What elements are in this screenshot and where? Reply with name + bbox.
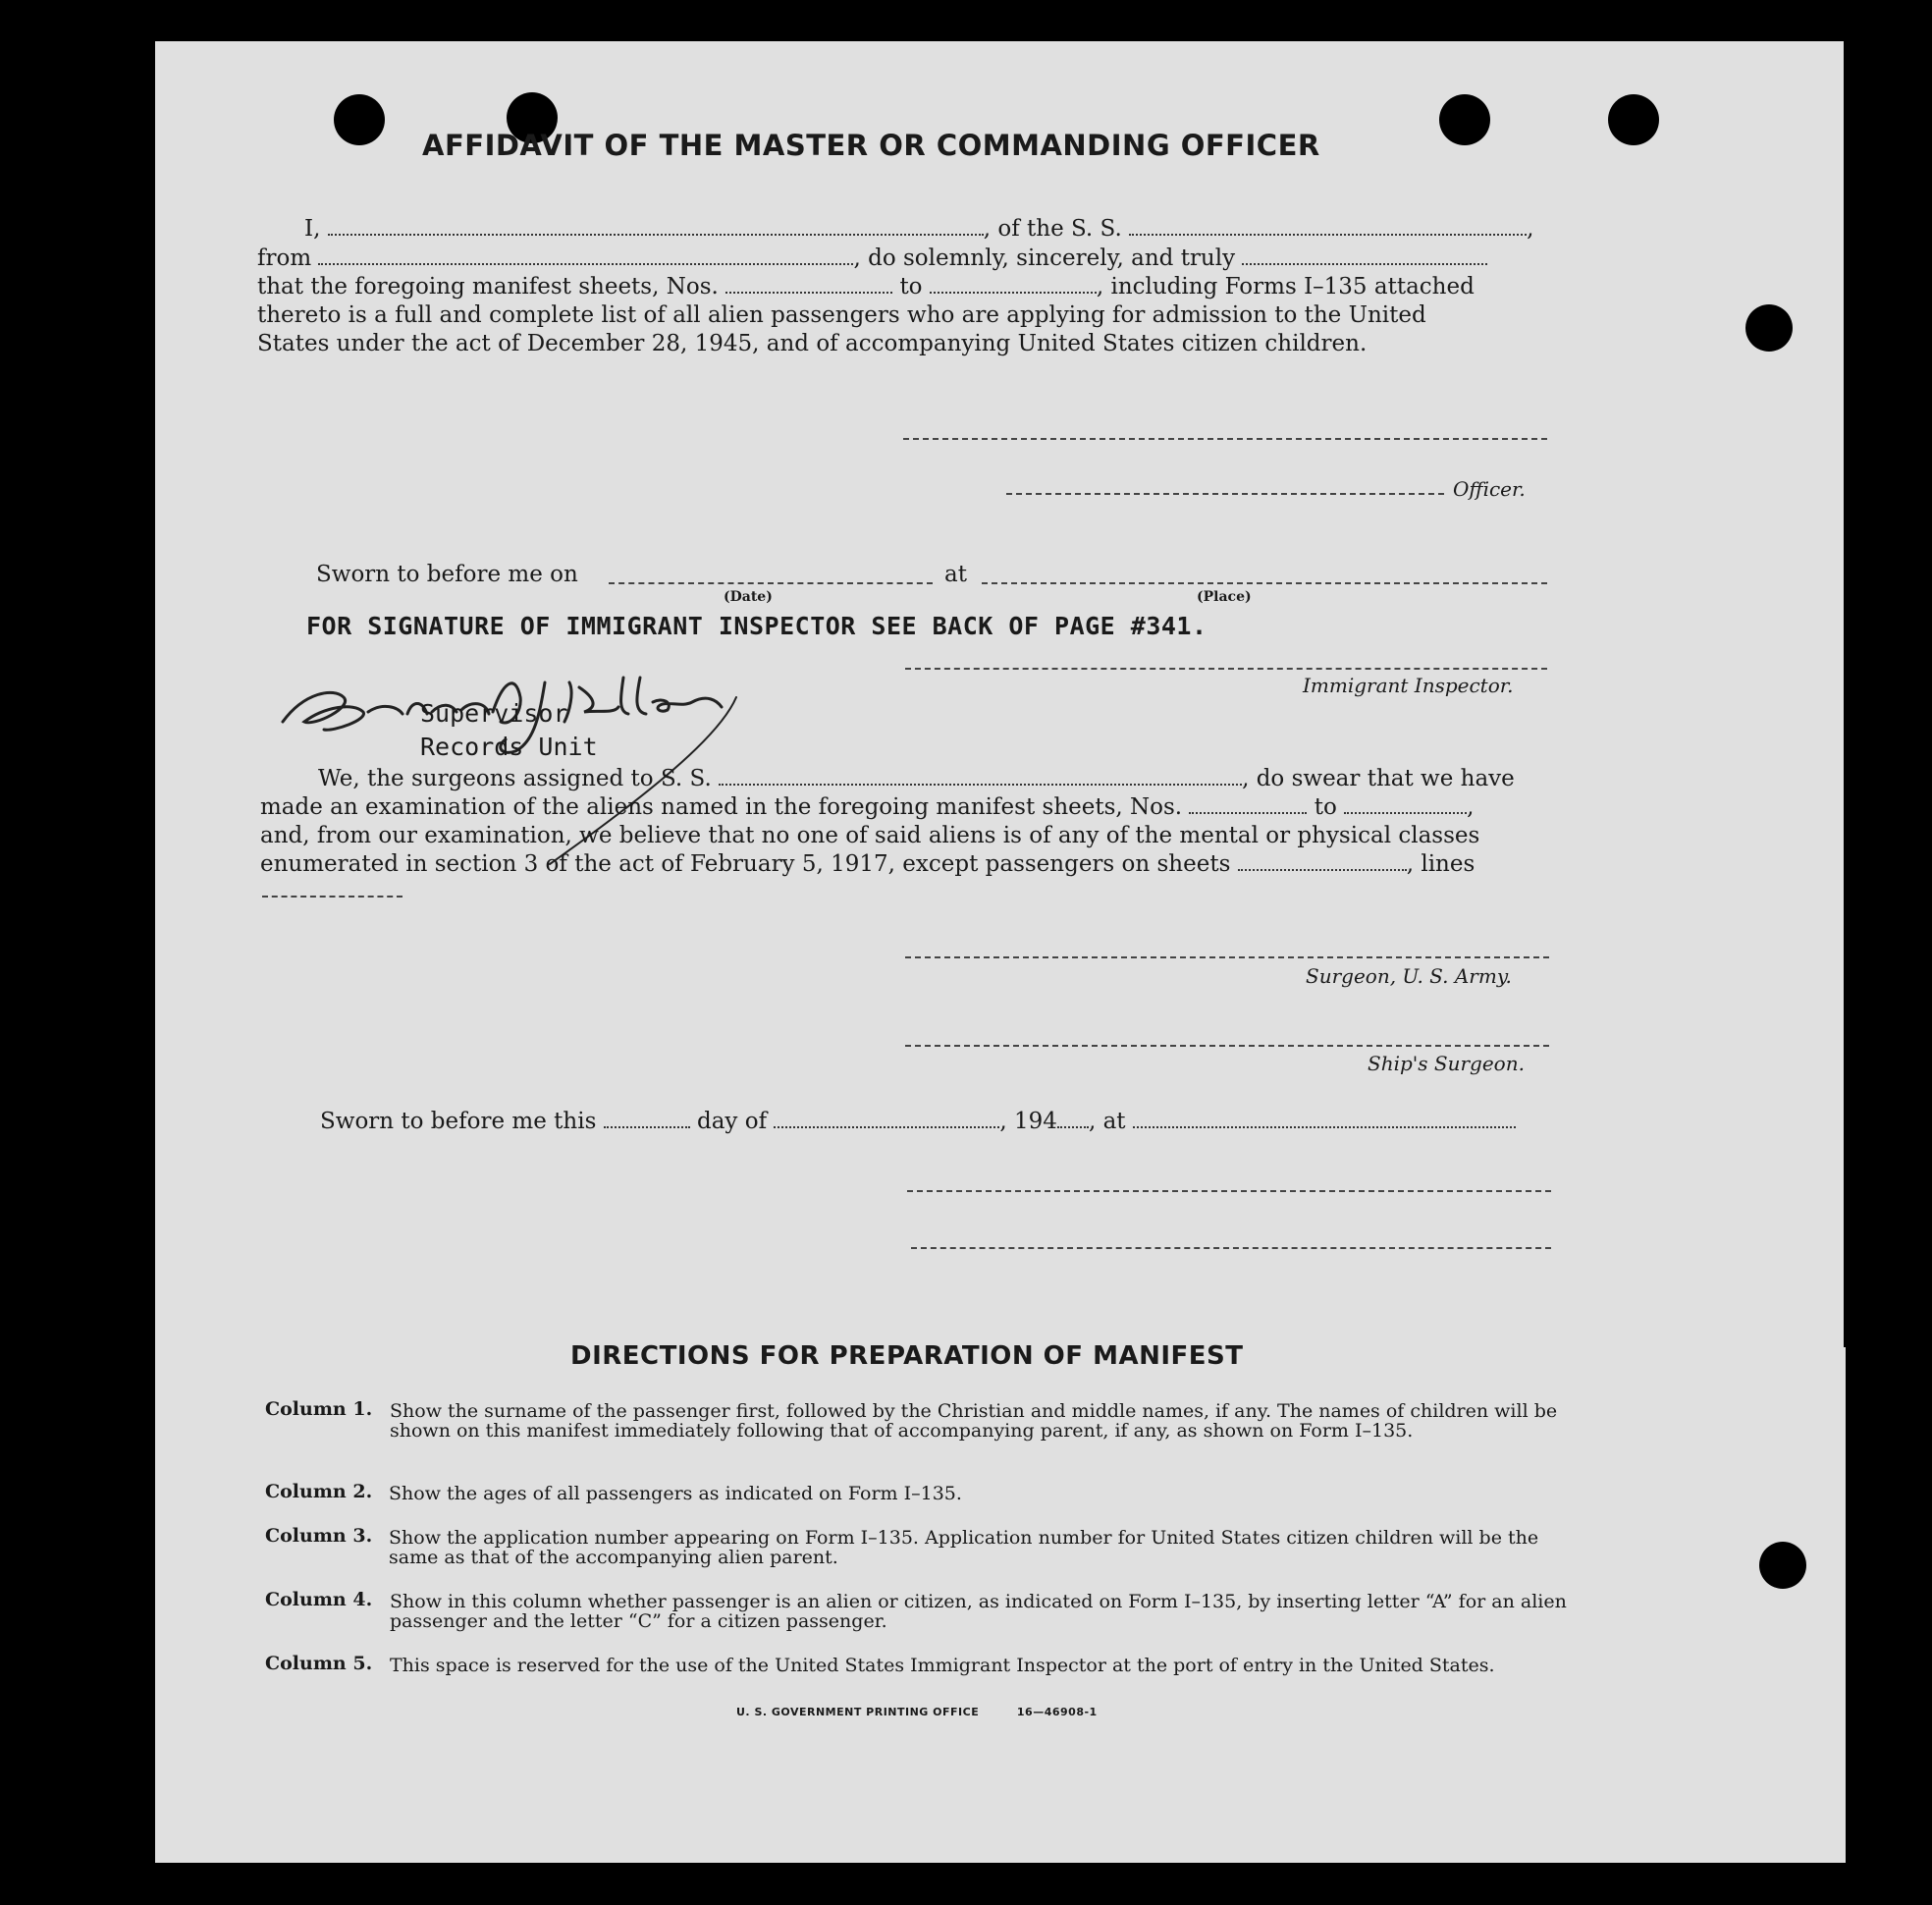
place-caption: (Place) <box>1197 589 1252 605</box>
sworn-place-blank[interactable] <box>1133 1109 1516 1128</box>
punch-hole <box>1439 94 1490 145</box>
column-2-label: Column 2. <box>265 1481 373 1502</box>
punch-hole <box>1608 94 1659 145</box>
day-blank[interactable] <box>604 1109 690 1128</box>
sheets-from-blank[interactable] <box>725 274 892 294</box>
sworn-at-label: at <box>944 562 967 587</box>
sworn-this-line: Sworn to before me this day of , 194 , at <box>320 1109 1516 1134</box>
surgeon-sheets-to-blank[interactable] <box>1344 794 1467 814</box>
master-signature-line[interactable] <box>903 438 1547 440</box>
column-4-text: Show in this column whether passenger is an alien or citizen, as indicated on Form I–135, by inserting letter “A” for an alien passenger and the letter “C” for a citizen passenger. <box>390 1591 1567 1632</box>
sheets-to-blank[interactable] <box>930 274 1097 294</box>
page-title: AFFIDAVIT OF THE MASTER OR COMMANDING OFFICER <box>422 129 1320 162</box>
supervisor-typed: Supervisor <box>420 699 568 728</box>
inspector-stamp: FOR SIGNATURE OF IMMIGRANT INSPECTOR SEE BACK OF PAGE #341. <box>306 612 1208 640</box>
ship-blank[interactable] <box>1129 216 1527 236</box>
surgeons-line-3: and, from our examination, we believe that no one of said aliens is of any of the mental or physical classes <box>260 823 1480 848</box>
affidavit-line-1: I, , of the S. S. , <box>304 216 1534 242</box>
column-5-label: Column 5. <box>265 1653 373 1674</box>
officer-caption: Officer. <box>1453 477 1526 501</box>
punch-hole <box>1759 1542 1806 1589</box>
affidavit-line-5: States under the act of December 28, 1945, and of accompanying United States citizen children. <box>257 331 1368 356</box>
surgeons-line-2: made an examination of the aliens named in the foregoing manifest sheets, Nos. to , <box>260 794 1475 820</box>
column-3-text: Show the application number appearing on Form I–135. Application number for United States citizen children will be the same as that of the accompanying alien parent. <box>389 1527 1539 1568</box>
affidavit-line-4: thereto is a full and complete list of all alien passengers who are applying for admission to the United <box>257 302 1426 328</box>
page-edge <box>1824 1347 1846 1863</box>
inspector-signature-line[interactable] <box>905 668 1547 670</box>
column-1-text: Show the surname of the passenger first, followed by the Christian and middle names, if any. The names of children will be shown on this manifest immediately following that of accompanying parent, if any, as shown on Form I–135. <box>390 1400 1558 1442</box>
swear-blank[interactable] <box>1242 245 1487 265</box>
surgeons-line-4: enumerated in section 3 of the act of February 5, 1917, except passengers on sheets , lines <box>260 851 1476 877</box>
column-2-text: Show the ages of all passengers as indicated on Form I–135. <box>389 1483 962 1504</box>
affidavit-line-3: that the foregoing manifest sheets, Nos. to , including Forms I–135 attached <box>257 274 1475 299</box>
sworn-on-label: Sworn to before me on <box>316 562 578 587</box>
affidavit-line-2: from , do solemnly, sincerely, and truly <box>257 245 1487 271</box>
witness-line-1[interactable] <box>907 1190 1551 1192</box>
name-blank[interactable] <box>328 216 984 236</box>
surgeons-line-1: We, the surgeons assigned to S. S. , do swear that we have <box>318 766 1515 791</box>
place-line[interactable] <box>982 582 1547 584</box>
punch-hole <box>1745 304 1793 352</box>
inspector-caption: Immigrant Inspector. <box>1303 674 1514 697</box>
directions-title: DIRECTIONS FOR PREPARATION OF MANIFEST <box>570 1341 1244 1371</box>
witness-line-2[interactable] <box>911 1247 1551 1249</box>
ship-surgeon-caption: Ship's Surgeon. <box>1368 1052 1525 1075</box>
records-unit-typed: Records Unit <box>420 733 598 761</box>
printer-credit: U. S. GOVERNMENT PRINTING OFFICE 16—46908-1 <box>736 1706 1098 1718</box>
from-blank[interactable] <box>318 245 853 265</box>
year-blank[interactable] <box>1057 1109 1089 1128</box>
column-3-label: Column 3. <box>265 1525 373 1547</box>
punch-hole <box>334 94 385 145</box>
month-blank[interactable] <box>774 1109 999 1128</box>
army-surgeon-line[interactable] <box>905 956 1549 958</box>
surgeon-sheets-from-blank[interactable] <box>1189 794 1307 814</box>
except-sheets-blank[interactable] <box>1238 851 1407 871</box>
army-surgeon-caption: Surgeon, U. S. Army. <box>1306 964 1512 988</box>
ship-surgeon-line[interactable] <box>905 1045 1549 1047</box>
officer-signature-line[interactable] <box>1006 493 1444 495</box>
column-4-label: Column 4. <box>265 1589 373 1610</box>
column-1-label: Column 1. <box>265 1398 373 1420</box>
surgeon-ship-blank[interactable] <box>719 766 1242 786</box>
date-line[interactable] <box>609 582 933 584</box>
lines-blank[interactable] <box>262 896 402 898</box>
date-caption: (Date) <box>724 589 773 605</box>
column-5-text: This space is reserved for the use of the United States Immigrant Inspector at the port of entry in the United States. <box>390 1655 1495 1676</box>
